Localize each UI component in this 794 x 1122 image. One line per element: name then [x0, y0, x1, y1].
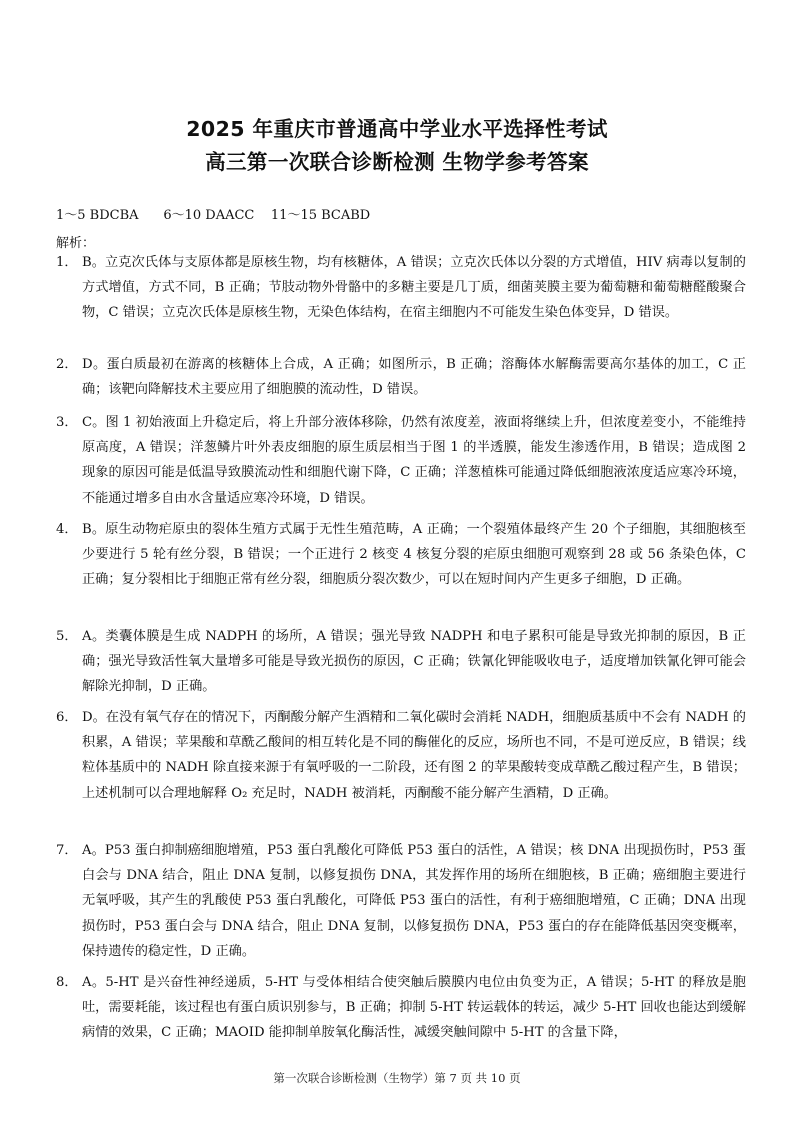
item-number: 3．: [56, 415, 78, 430]
page-title-line2: 高三第一次联合诊断检测 生物学参考答案: [205, 150, 589, 174]
item-text: A。5-HT 是兴奋性神经递质，5-HT 与受体相结合使突触后膜膜内电位由负变为正，A 错误；5-HT 的释放是胞吐，需要耗能，该过程也有蛋白质识别参与，B 正确；抑制 5-HT 转运载体的转运，减少 5-HT 回收也能达到缓解病情的效果，C 正确；MAOID 能抑制单胺氧化酶活性，减缓突触间隙中 5-HT 的含量下降，: [82, 975, 746, 1041]
analysis-item-2: [56, 352, 746, 402]
analysis-item-4: [56, 517, 746, 593]
multiple-choice-answers: 1～5 BDCBA 6～10 DAACC 11～15 BCABD: [56, 208, 371, 223]
item-number: 8．: [56, 975, 78, 990]
analysis-item-3: [56, 410, 746, 511]
item-text: D。在没有氧气存在的情况下，丙酮酸分解产生酒精和二氧化碳时会消耗 NADH，细胞质基质中不会有 NADH 的积累，A 错误；苹果酸和草酰乙酸间的相互转化是不同的酶催化的反应，场所也不同，不是可逆反应，B 错误；线粒体基质中的 NADH 除直接来源于有氧呼吸的一二阶段，还有图 2 的苹果酸转变成草酰乙酸过程产生，B 错误；上述机制可以合理地解释 O₂ 充足时，NADH 被消耗，丙酮酸不能分解产生酒精，D 正确。: [82, 710, 746, 801]
page-title-line1: 2025 年重庆市普通高中学业水平选择性考试: [186, 117, 608, 141]
analysis-item-1: [56, 250, 746, 326]
item-text: D。蛋白质最初在游离的核糖体上合成，A 正确；如图所示，B 正确；溶酶体水解酶需要高尔基体的加工，C 正确；该靶向降解技术主要应用了细胞膜的流动性，D 错误。: [82, 357, 746, 398]
item-text: A。P53 蛋白抑制癌细胞增殖，P53 蛋白乳酸化可降低 P53 蛋白的活性，A 错误；核 DNA 出现损伤时，P53 蛋白会与 DNA 结合，阻止 DNA 复制，以修复损伤 DNA，其发挥作用的场所在细胞核，B 正确；癌细胞主要进行无氧呼吸，其产生的乳酸使 P53 蛋白乳酸化，可降低 P53 蛋白的活性，有利于癌细胞增殖，C 正确；DNA 出现损伤时，P53 蛋白会与 DNA 结合，阻止 DNA 复制，以修复损伤 DNA，P53 蛋白的存在能降低基因突变概率，保持遗传的稳定性，D 正确。: [82, 843, 746, 959]
item-text: C。图 1 初始液面上升稳定后，将上升部分液体移除，仍然有浓度差，液面将继续上升，但浓度差变小，不能维持原高度，A 错误；洋葱鳞片叶外表皮细胞的原生质层相当于图 1 的半透膜，能发生渗透作用，B 错误；造成图 2 现象的原因可能是低温导致膜流动性和细胞代谢下降，C 正确；洋葱植株可能通过降低细胞液浓度适应寒冷环境，不能通过增多自由水含量适应寒冷环境，D 错误。: [82, 415, 746, 506]
item-number: 5．: [56, 629, 78, 644]
analysis-item-8: [56, 970, 746, 1046]
item-number: 2．: [56, 357, 78, 372]
analysis-item-6: [56, 705, 746, 806]
item-number: 6．: [56, 710, 78, 725]
item-text: B。原生动物疟原虫的裂体生殖方式属于无性生殖范畴，A 正确；一个裂殖体最终产生 20 个子细胞，其细胞核至少要进行 5 轮有丝分裂，B 错误；一个正进行 2 核变 4 核复分裂的疟原虫细胞可观察到 28 或 56 条染色体，C 正确；复分裂相比于细胞正常有丝分裂，细胞质分裂次数少，可以在短时间内产生更多子细胞，D 正确。: [82, 522, 746, 588]
analysis-label: 解析：: [56, 236, 96, 251]
item-number: 4．: [56, 522, 78, 537]
page-footer: 第一次联合诊断检测（生物学）第 7 页 共 10 页: [273, 1071, 521, 1085]
analysis-item-5: [56, 624, 746, 700]
analysis-item-7: [56, 838, 746, 964]
item-text: B。立克次氏体与支原体都是原核生物，均有核糖体，A 错误；立克次氏体以分裂的方式增值，HIV 病毒以复制的方式增值，方式不同，B 正确；节肢动物外骨骼中的多糖主要是几丁质，细菌荚膜主要为葡萄糖和葡萄糖醛酸聚合物，C 错误；立克次氏体是原核生物，无染色体结构，在宿主细胞内不可能发生染色体变异，D 错误。: [82, 255, 746, 321]
item-text: A。类囊体膜是生成 NADPH 的场所，A 错误；强光导致 NADPH 和电子累积可能是导致光抑制的原因，B 正确；强光导致活性氧大量增多可能是导致光损伤的原因，C 正确；铁氰化钾能吸收电子，适度增加铁氰化钾可能会解除光抑制，D 正确。: [82, 629, 746, 695]
item-number: 7．: [56, 843, 78, 858]
item-number: 1．: [56, 255, 78, 270]
